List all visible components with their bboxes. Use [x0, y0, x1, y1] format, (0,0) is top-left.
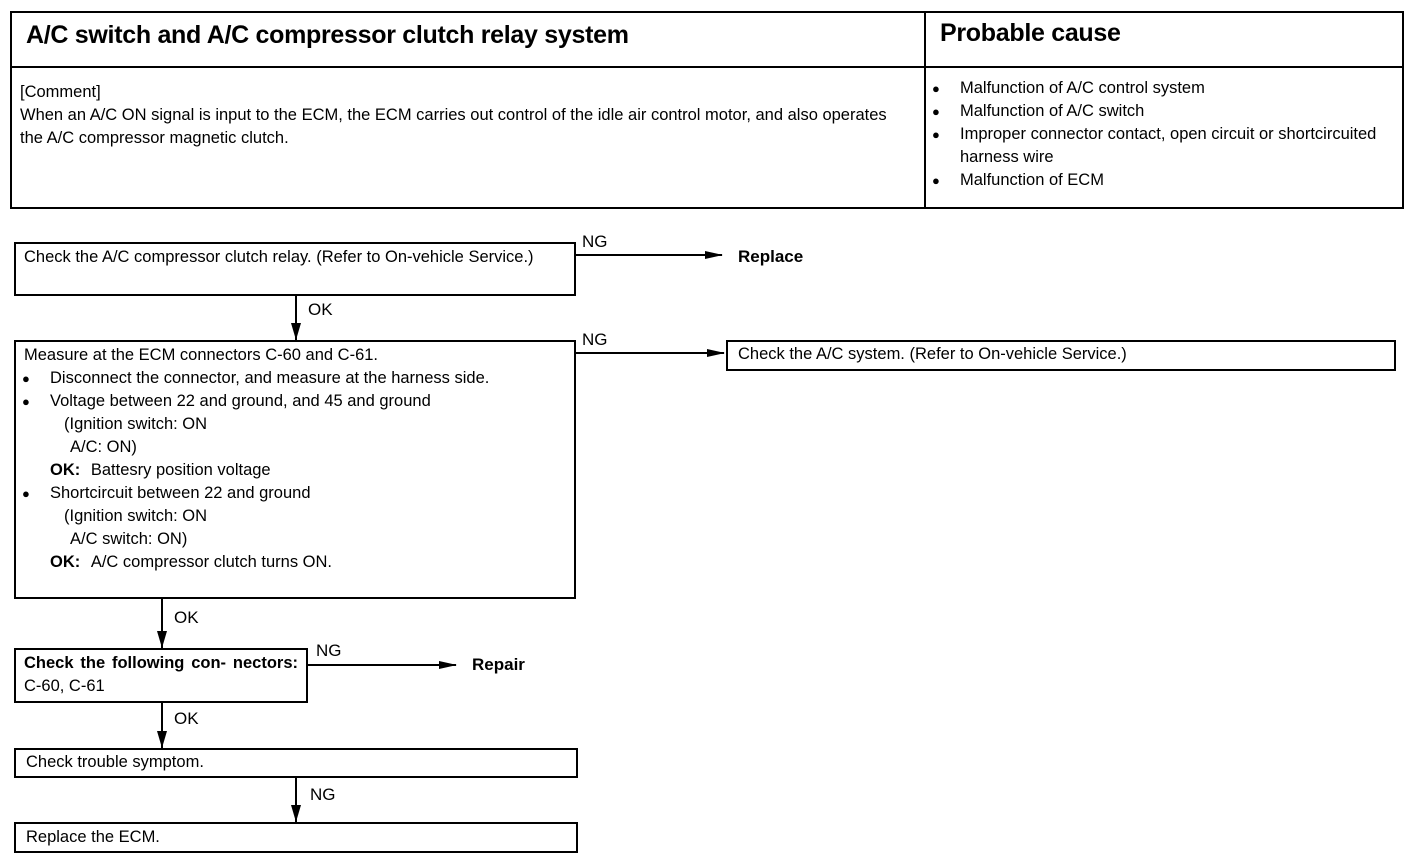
cause-item: ● Malfunction of ECM [926, 169, 1390, 192]
step3-box [14, 648, 308, 703]
step2-title: Measure at the ECM connectors C-60 and C-61. [24, 346, 379, 364]
step3-bold-text: Check the following con- nectors: [24, 654, 298, 672]
cause-item: ● Malfunction of A/C control system [926, 77, 1390, 100]
ok-criterion-text: Battesry position voltage [90, 461, 271, 479]
ng-label: NG [310, 785, 336, 804]
step5-box [14, 822, 578, 853]
step1-box [14, 242, 576, 296]
replace-result: Replace [738, 247, 804, 266]
step3-text: C-60, C-61 [24, 677, 105, 695]
ng-label: NG [582, 232, 608, 251]
comment-label: [Comment] [20, 83, 101, 101]
condition-line: A/C: ON) [70, 438, 137, 456]
probable-cause-title: Probable cause [940, 19, 1121, 47]
condition-line: (Ignition switch: ON [64, 507, 208, 525]
ok-criterion-label: OK: [50, 461, 81, 479]
ok-criterion-text: A/C compressor clutch turns ON. [90, 553, 332, 571]
ac-system-check-box [726, 340, 1396, 371]
ok-criterion-label: OK: [50, 553, 81, 571]
measure-item [16, 390, 566, 482]
step2-box [14, 340, 576, 599]
step4-text: Check trouble symptom. [26, 753, 204, 771]
comment-text: When an A/C ON signal is input to the ECM, the ECM carries out control of the idle air control motor, and also operates the A/C compressor magnetic clutch. [20, 106, 887, 147]
ng-label: NG [316, 641, 342, 660]
condition-line: (Ignition switch: ON [64, 415, 208, 433]
ok-label: OK [174, 709, 199, 728]
measure-item [16, 367, 566, 390]
ng-label: NG [582, 330, 608, 349]
step5-text: Replace the ECM. [26, 828, 160, 846]
measure-item-text: Shortcircuit between 22 and ground [50, 484, 311, 502]
repair-result: Repair [472, 655, 525, 674]
ac-system-check-text: Check the A/C system. (Refer to On-vehicle Service.) [738, 345, 1127, 363]
measure-item-text: Voltage between 22 and ground, and 45 and ground [50, 392, 431, 410]
measure-list [16, 367, 566, 574]
step4-box [14, 748, 578, 778]
ok-criterion [50, 459, 566, 482]
measure-item-text: Disconnect the connector, and measure at the harness side. [50, 369, 490, 387]
ok-label: OK [308, 300, 333, 319]
step1-text: Check the A/C compressor clutch relay. (Refer to On-vehicle Service.) [24, 248, 534, 266]
table-title: A/C switch and A/C compressor clutch relay system [26, 21, 629, 49]
cause-item: ● Improper connector contact, open circuit or shortcircuited harness wire [926, 123, 1390, 169]
measure-item [16, 482, 566, 574]
cause-item: ● Malfunction of A/C switch [926, 100, 1390, 123]
ok-criterion [50, 551, 566, 574]
ok-label: OK [174, 608, 199, 627]
condition-line: A/C switch: ON) [70, 530, 188, 548]
